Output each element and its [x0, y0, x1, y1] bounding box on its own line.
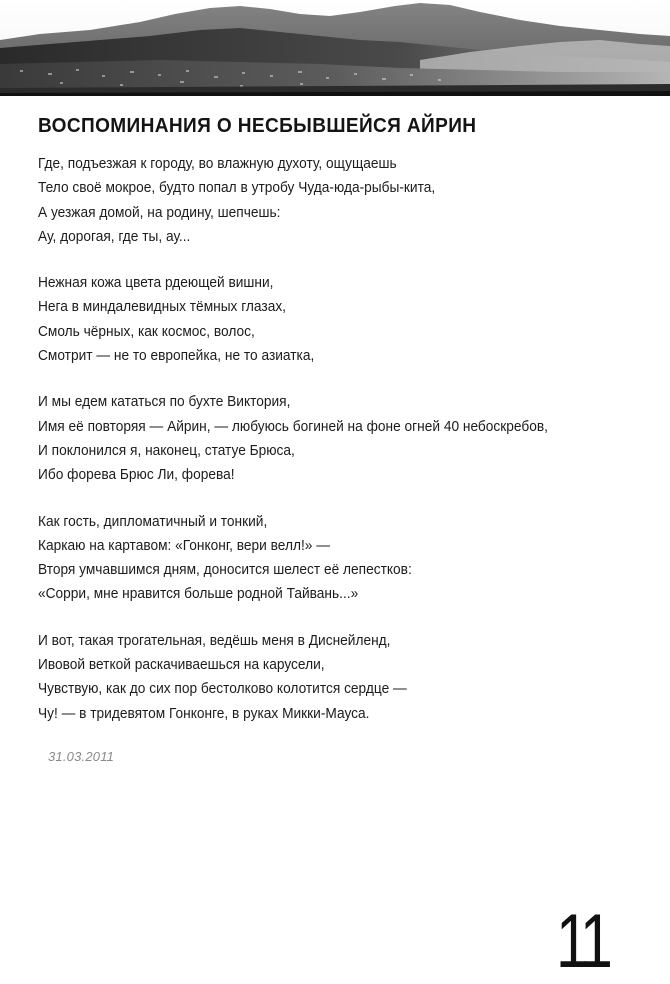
- poem-line: Ибо форева Брюс Ли, форева!: [38, 467, 235, 484]
- poem-line: Где, подъезжая к городу, во влажную духоту, ощущаешь: [38, 156, 397, 172]
- poem-line: И мы едем кататься по бухте Виктория,: [38, 394, 291, 411]
- stanza-2: [38, 271, 658, 368]
- mountain-landscape-illustration: [0, 0, 670, 96]
- poem-line: Тело своё мокрое, будто попал в утробу Чуда-юда-рыбы-кита,: [38, 180, 436, 197]
- stanza-3: [38, 390, 658, 487]
- poem-line: А уезжая домой, на родину, шепчешь:: [38, 204, 281, 221]
- poem-line: И вот, такая трогательная, ведёшь меня в Диснейленд,: [38, 632, 391, 649]
- poem-body: [38, 152, 658, 748]
- poem-line: «Сорри, мне нравится больше родной Тайвань...»: [38, 586, 359, 603]
- poem-line: Нега в миндалевидных тёмных глазах,: [38, 299, 286, 316]
- poem-line: Как гость, дипломатичный и тонкий,: [38, 513, 268, 530]
- poem-line: Каркаю на картавом: «Гонконг, вери велл!» —: [38, 537, 330, 554]
- landscape-banner: [0, 0, 670, 96]
- poem-line: Чу! — в тридевятом Гонконге, в руках Микки-Мауса.: [38, 705, 370, 722]
- poem-line: Нежная кожа цвета рдеющей вишни,: [38, 275, 274, 292]
- stanza-5: [38, 629, 658, 726]
- page-number: 11: [556, 899, 609, 984]
- stanza-1: [38, 152, 658, 249]
- poem-line: Вторя умчавшимся дням, доносится шелест её лепестков:: [38, 562, 412, 579]
- poem-line: Смоль чёрных, как космос, волос,: [38, 323, 255, 340]
- poem-line: Имя её повторяя — Айрин, — любуюсь богиней на фоне огней 40 небоскребов,: [38, 418, 548, 435]
- poem-line: Смотрит — не то европейка, не то азиатка,: [38, 348, 315, 365]
- poem-line: Ау, дорогая, где ты, ау...: [38, 228, 191, 245]
- stanza-4: [38, 510, 658, 607]
- poem-line: И поклонился я, наконец, статуе Брюса,: [38, 442, 295, 459]
- poem-date: 31.03.2011: [48, 749, 115, 764]
- poem-line: Ивовой веткой раскачиваешься на карусели,: [38, 657, 325, 674]
- poem-title: ВОСПОМИНАНИЯ О НЕСБЫВШЕЙСЯ АЙРИН: [38, 114, 477, 137]
- poem-line: Чувствую, как до сих пор бестолково колотится сердце —: [38, 681, 407, 698]
